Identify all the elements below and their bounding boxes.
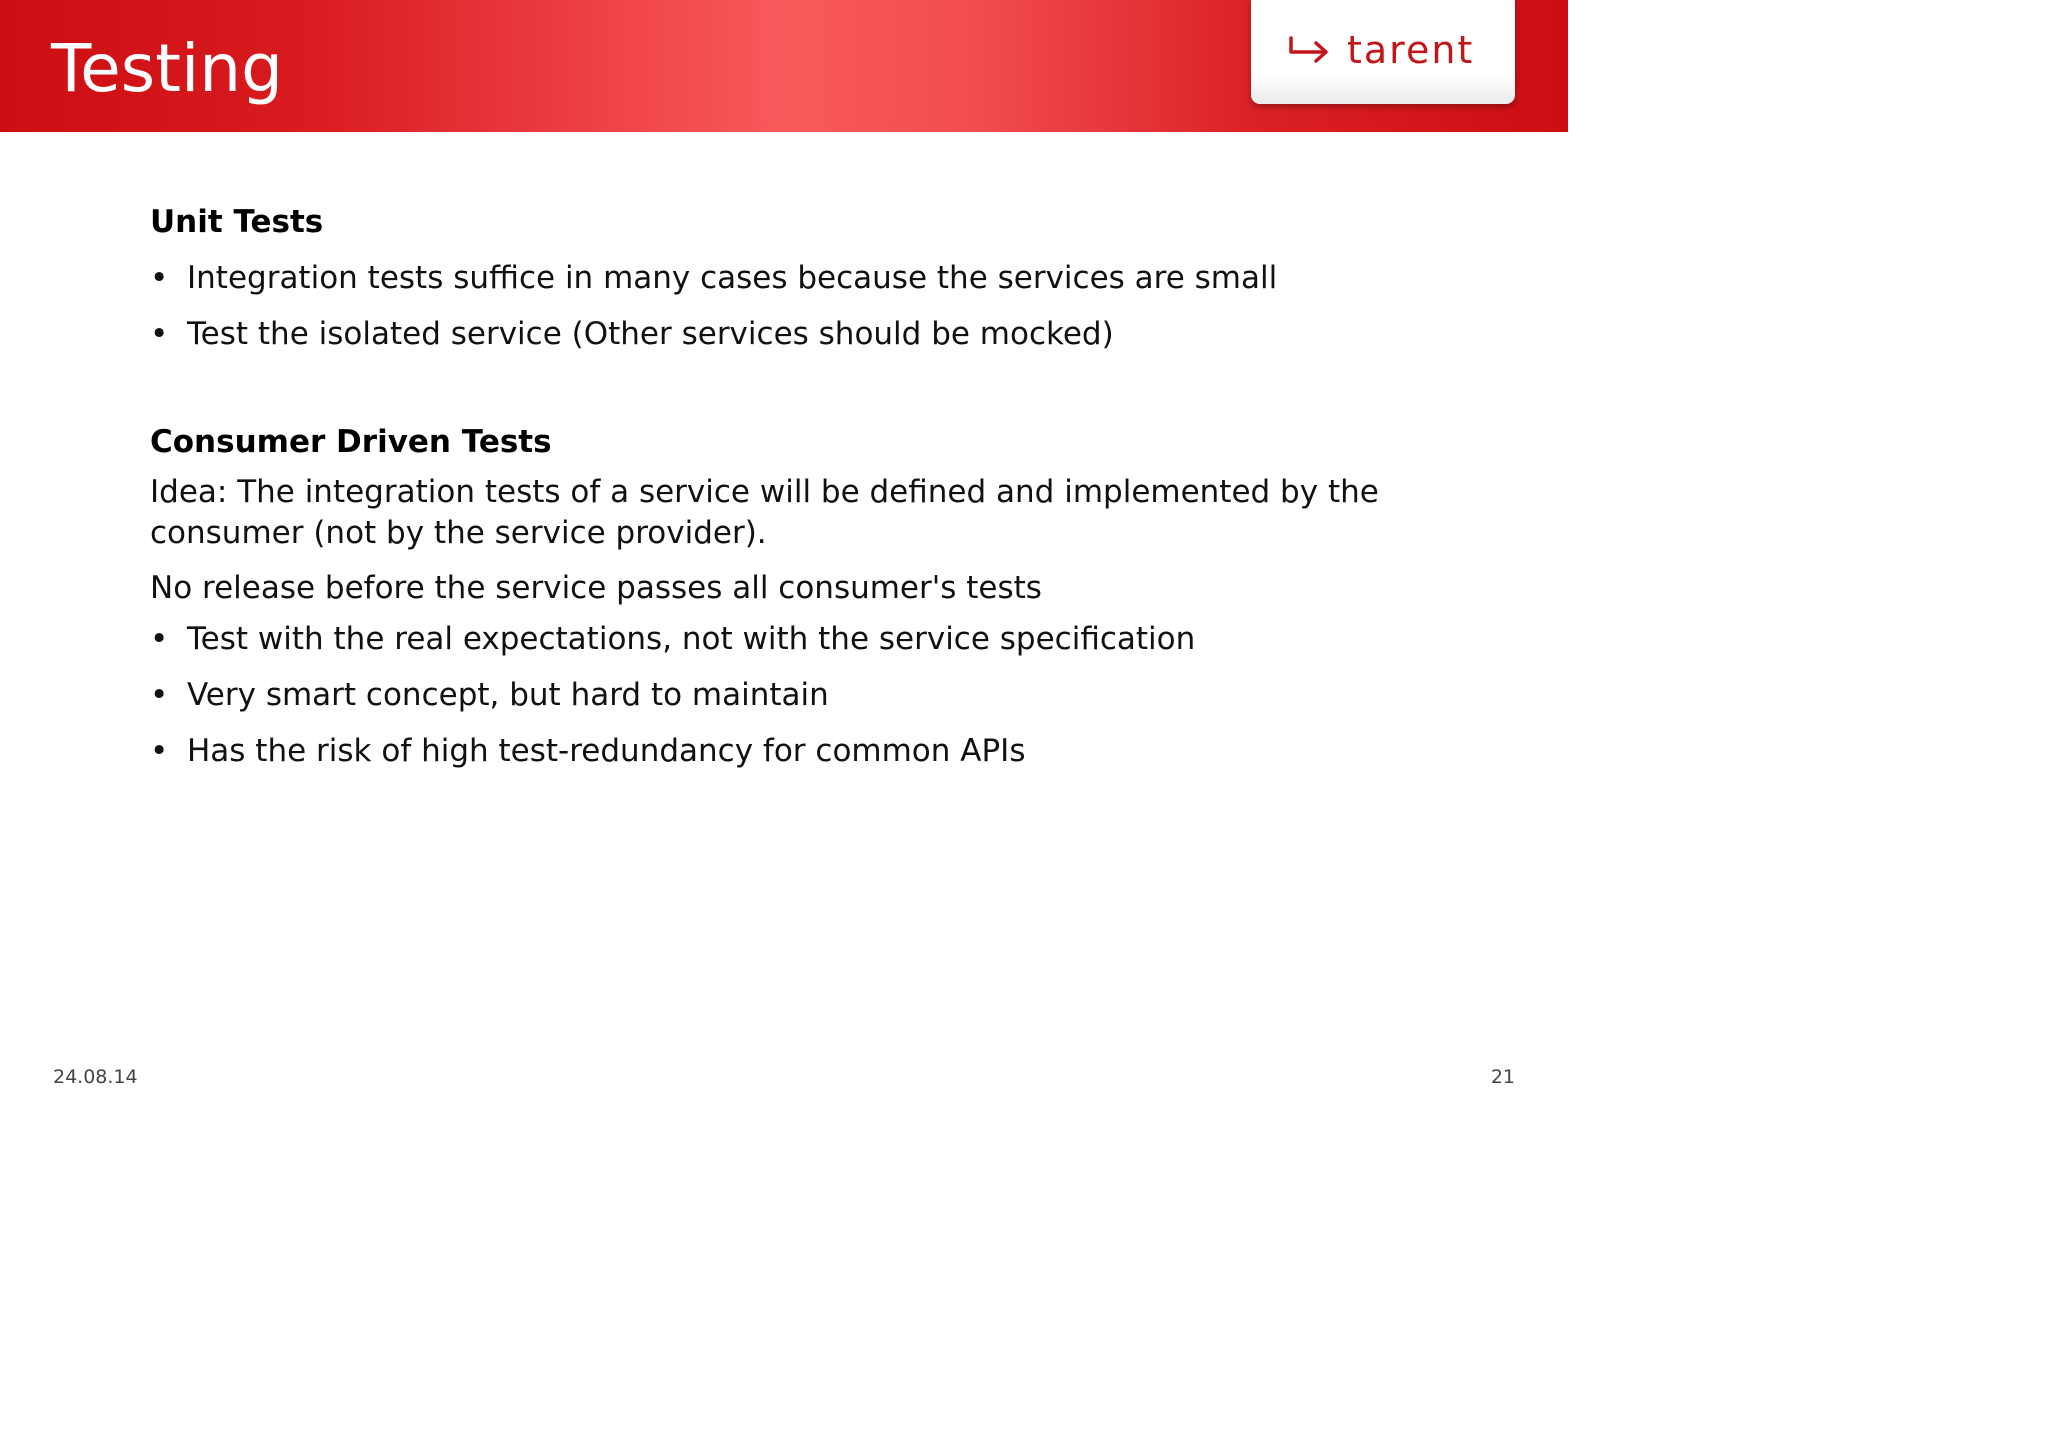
- paragraph-release-rule: No release before the service passes all consumer's tests: [150, 570, 1042, 606]
- bullet-icon: •: [150, 316, 169, 352]
- slide-content: [150, 196, 1520, 777]
- hook-arrow-icon: [1287, 36, 1331, 64]
- list-item-text: Test with the real expectations, not with the service specification: [187, 621, 1196, 657]
- slide-title: Testing: [51, 30, 284, 107]
- list-item: [150, 669, 1520, 721]
- footer-date: 24.08.14: [53, 1066, 138, 1088]
- bullet-icon: •: [150, 733, 169, 769]
- paragraph-idea: Idea: The integration tests of a service will be defined and implemented by the consumer (not by the service provider).: [150, 474, 1379, 551]
- list-item: [150, 613, 1520, 665]
- bullet-icon: •: [150, 677, 169, 713]
- bullet-icon: •: [150, 260, 169, 296]
- list-item-text: Very smart concept, but hard to maintain: [187, 677, 829, 713]
- section-spacer: [150, 360, 1520, 416]
- section-heading-consumer-driven: Consumer Driven Tests: [150, 424, 552, 460]
- page-number: 21: [1490, 1066, 1515, 1088]
- bullet-icon: •: [150, 621, 169, 657]
- unit-tests-list: [150, 252, 1520, 360]
- logo-wordmark: tarent: [1347, 28, 1475, 72]
- section-heading-unit-tests: Unit Tests: [150, 204, 324, 240]
- list-item-text: Test the isolated service (Other services should be mocked): [187, 316, 1114, 352]
- consumer-driven-list: [150, 613, 1520, 777]
- list-item-text: Has the risk of high test-redundancy for common APIs: [187, 733, 1026, 769]
- list-item-text: Integration tests suffice in many cases because the services are small: [187, 260, 1278, 296]
- list-item: [150, 725, 1520, 777]
- list-item: [150, 308, 1520, 360]
- list-item: [150, 252, 1520, 304]
- brand-logo: [1251, 0, 1515, 104]
